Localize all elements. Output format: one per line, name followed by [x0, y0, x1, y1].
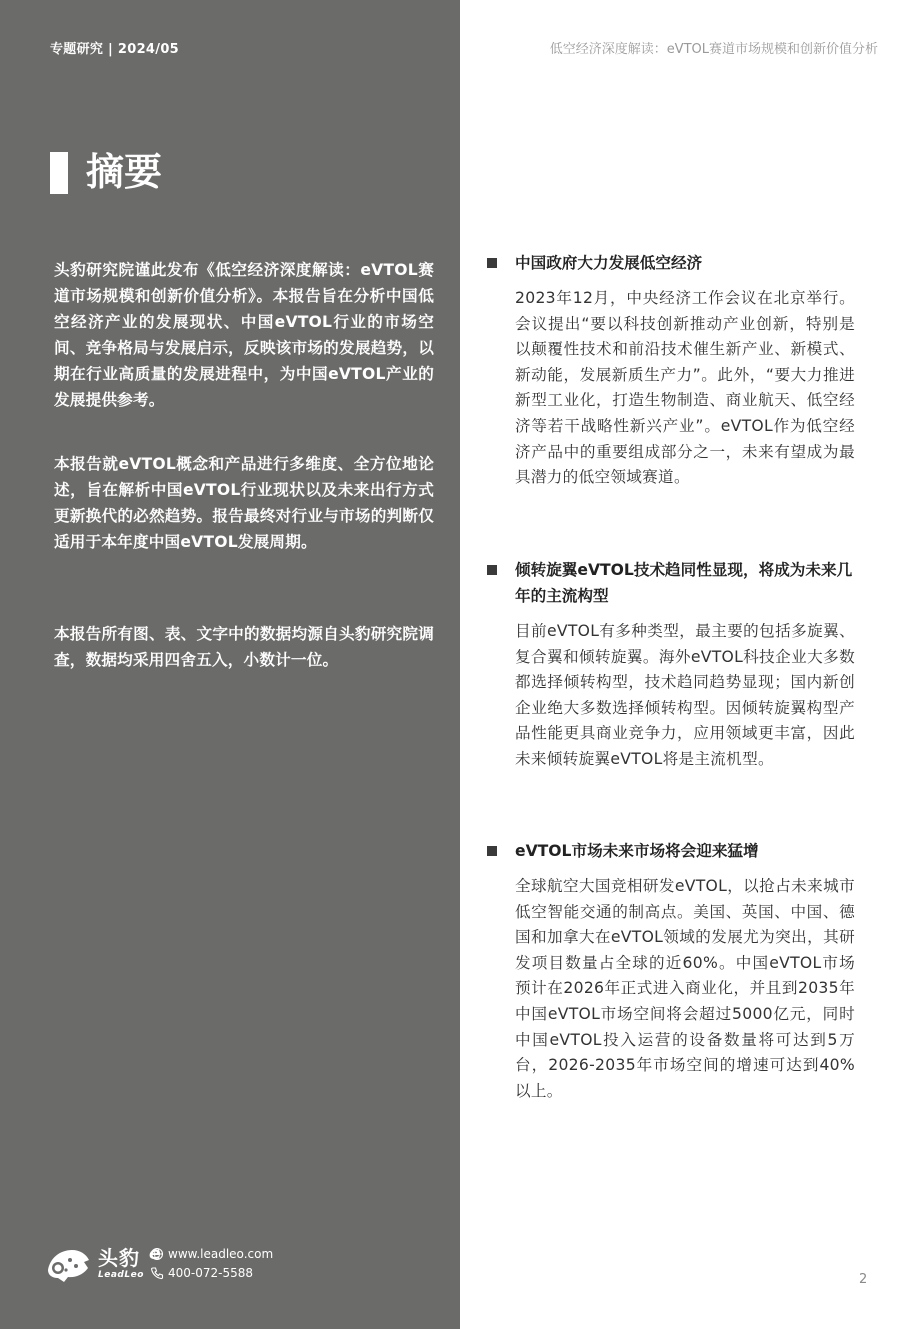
- scope-paragraph: 本报告就eVTOL概念和产品进行多维度、全方位地论述，旨在解析中国eVTOL行业现状以及未来出行方式更新换代的必然趋势。报告最终对行业与市场的判断仅适用于本年度中国eVTOL发展周期。: [54, 455, 434, 551]
- section-header: [487, 557, 865, 609]
- square-bullet-icon: [487, 565, 497, 575]
- website-line: [150, 1247, 273, 1261]
- section-market-growth: [487, 838, 865, 1104]
- section-title: 中国政府大力发展低空经济: [515, 254, 703, 272]
- website-link[interactable]: www.leadleo.com: [168, 1247, 274, 1261]
- brand-name-cn: 头豹: [98, 1246, 140, 1270]
- leopard-logo-icon: [44, 1244, 92, 1284]
- section-body: 全球航空大国竞相研发eVTOL，以抢占未来城市低空智能交通的制高点。美国、英国、中国、德国和加拿大在eVTOL领域的发展尤为突出，其研发项目数量占全球的近60%。中国eVTOL市场预计在2026年正式进入商业化，并且到2035年中国eVTOL市场空间将会超过5000亿元，同时中国eVTOL投入运营的设备数量将可达到5万台，2026-2035年市场空间的增速可达到40%以上。: [515, 877, 855, 1100]
- section-policy: [487, 250, 865, 491]
- section-body: 2023年12月，中央经济工作会议在北京举行。会议提出“要以科技创新推动产业创新，特别是以颠覆性技术和前沿技术催生新产业、新模式、新动能，发展新质生产力”。此外，“要大力推进新型工业化，打造生物制造、商业航天、低空经济等若干战略性新兴产业”。eVTOL作为低空经济产品中的重要组成部分之一，未来有望成为最具潜力的低空领域赛道。: [515, 289, 855, 487]
- page-number: 2: [859, 1272, 868, 1287]
- phone-line: [150, 1266, 253, 1280]
- square-bullet-icon: [487, 846, 497, 856]
- intro-paragraph: 头豹研究院谨此发布《低空经济深度解读：eVTOL赛道市场规模和创新价值分析》。本报告旨在分析中国低空经济产业的发展现状、中国eVTOL行业的市场空间、竞争格局与发展启示，反映该市场的发展趋势，以期在行业高质量的发展进程中，为中国eVTOL产业的发展提供参考。: [54, 261, 434, 409]
- brand-e-mark: e: [149, 1244, 161, 1264]
- section-title: eVTOL市场未来市场将会迎来猛增: [515, 842, 759, 860]
- section-body: 目前eVTOL有多种类型，最主要的包括多旋翼、复合翼和倾转旋翼。海外eVTOL科技企业大多数都选择倾转构型，技术趋同趋势显现；国内新创企业绝大多数选择倾转构型。因倾转旋翼构型产品性能更具商业竞争力，应用领域更丰富，因此未来倾转旋翼eVTOL将是主流机型。: [515, 622, 855, 768]
- phone-number: 400-072-5588: [168, 1266, 254, 1280]
- report-title-header: 低空经济深度解读：eVTOL赛道市场规模和创新价值分析: [549, 42, 878, 57]
- title-accent-bar: [50, 152, 68, 194]
- report-type-date: 专题研究 | 2024/05: [50, 42, 180, 57]
- page-title: 摘要: [86, 150, 163, 194]
- section-header: [487, 838, 865, 864]
- data-source-paragraph: 本报告所有图、表、文字中的数据均源自头豹研究院调查，数据均采用四舍五入，小数计一位。: [54, 625, 434, 669]
- section-header: [487, 250, 865, 276]
- section-tilt-rotor: [487, 557, 865, 773]
- brand-name-en: LeadLeo: [98, 1270, 144, 1280]
- phone-icon: [150, 1266, 164, 1280]
- section-title: 倾转旋翼eVTOL技术趋同性显现，将成为未来几年的主流构型: [515, 561, 853, 605]
- square-bullet-icon: [487, 258, 497, 268]
- globe-icon: [150, 1247, 164, 1261]
